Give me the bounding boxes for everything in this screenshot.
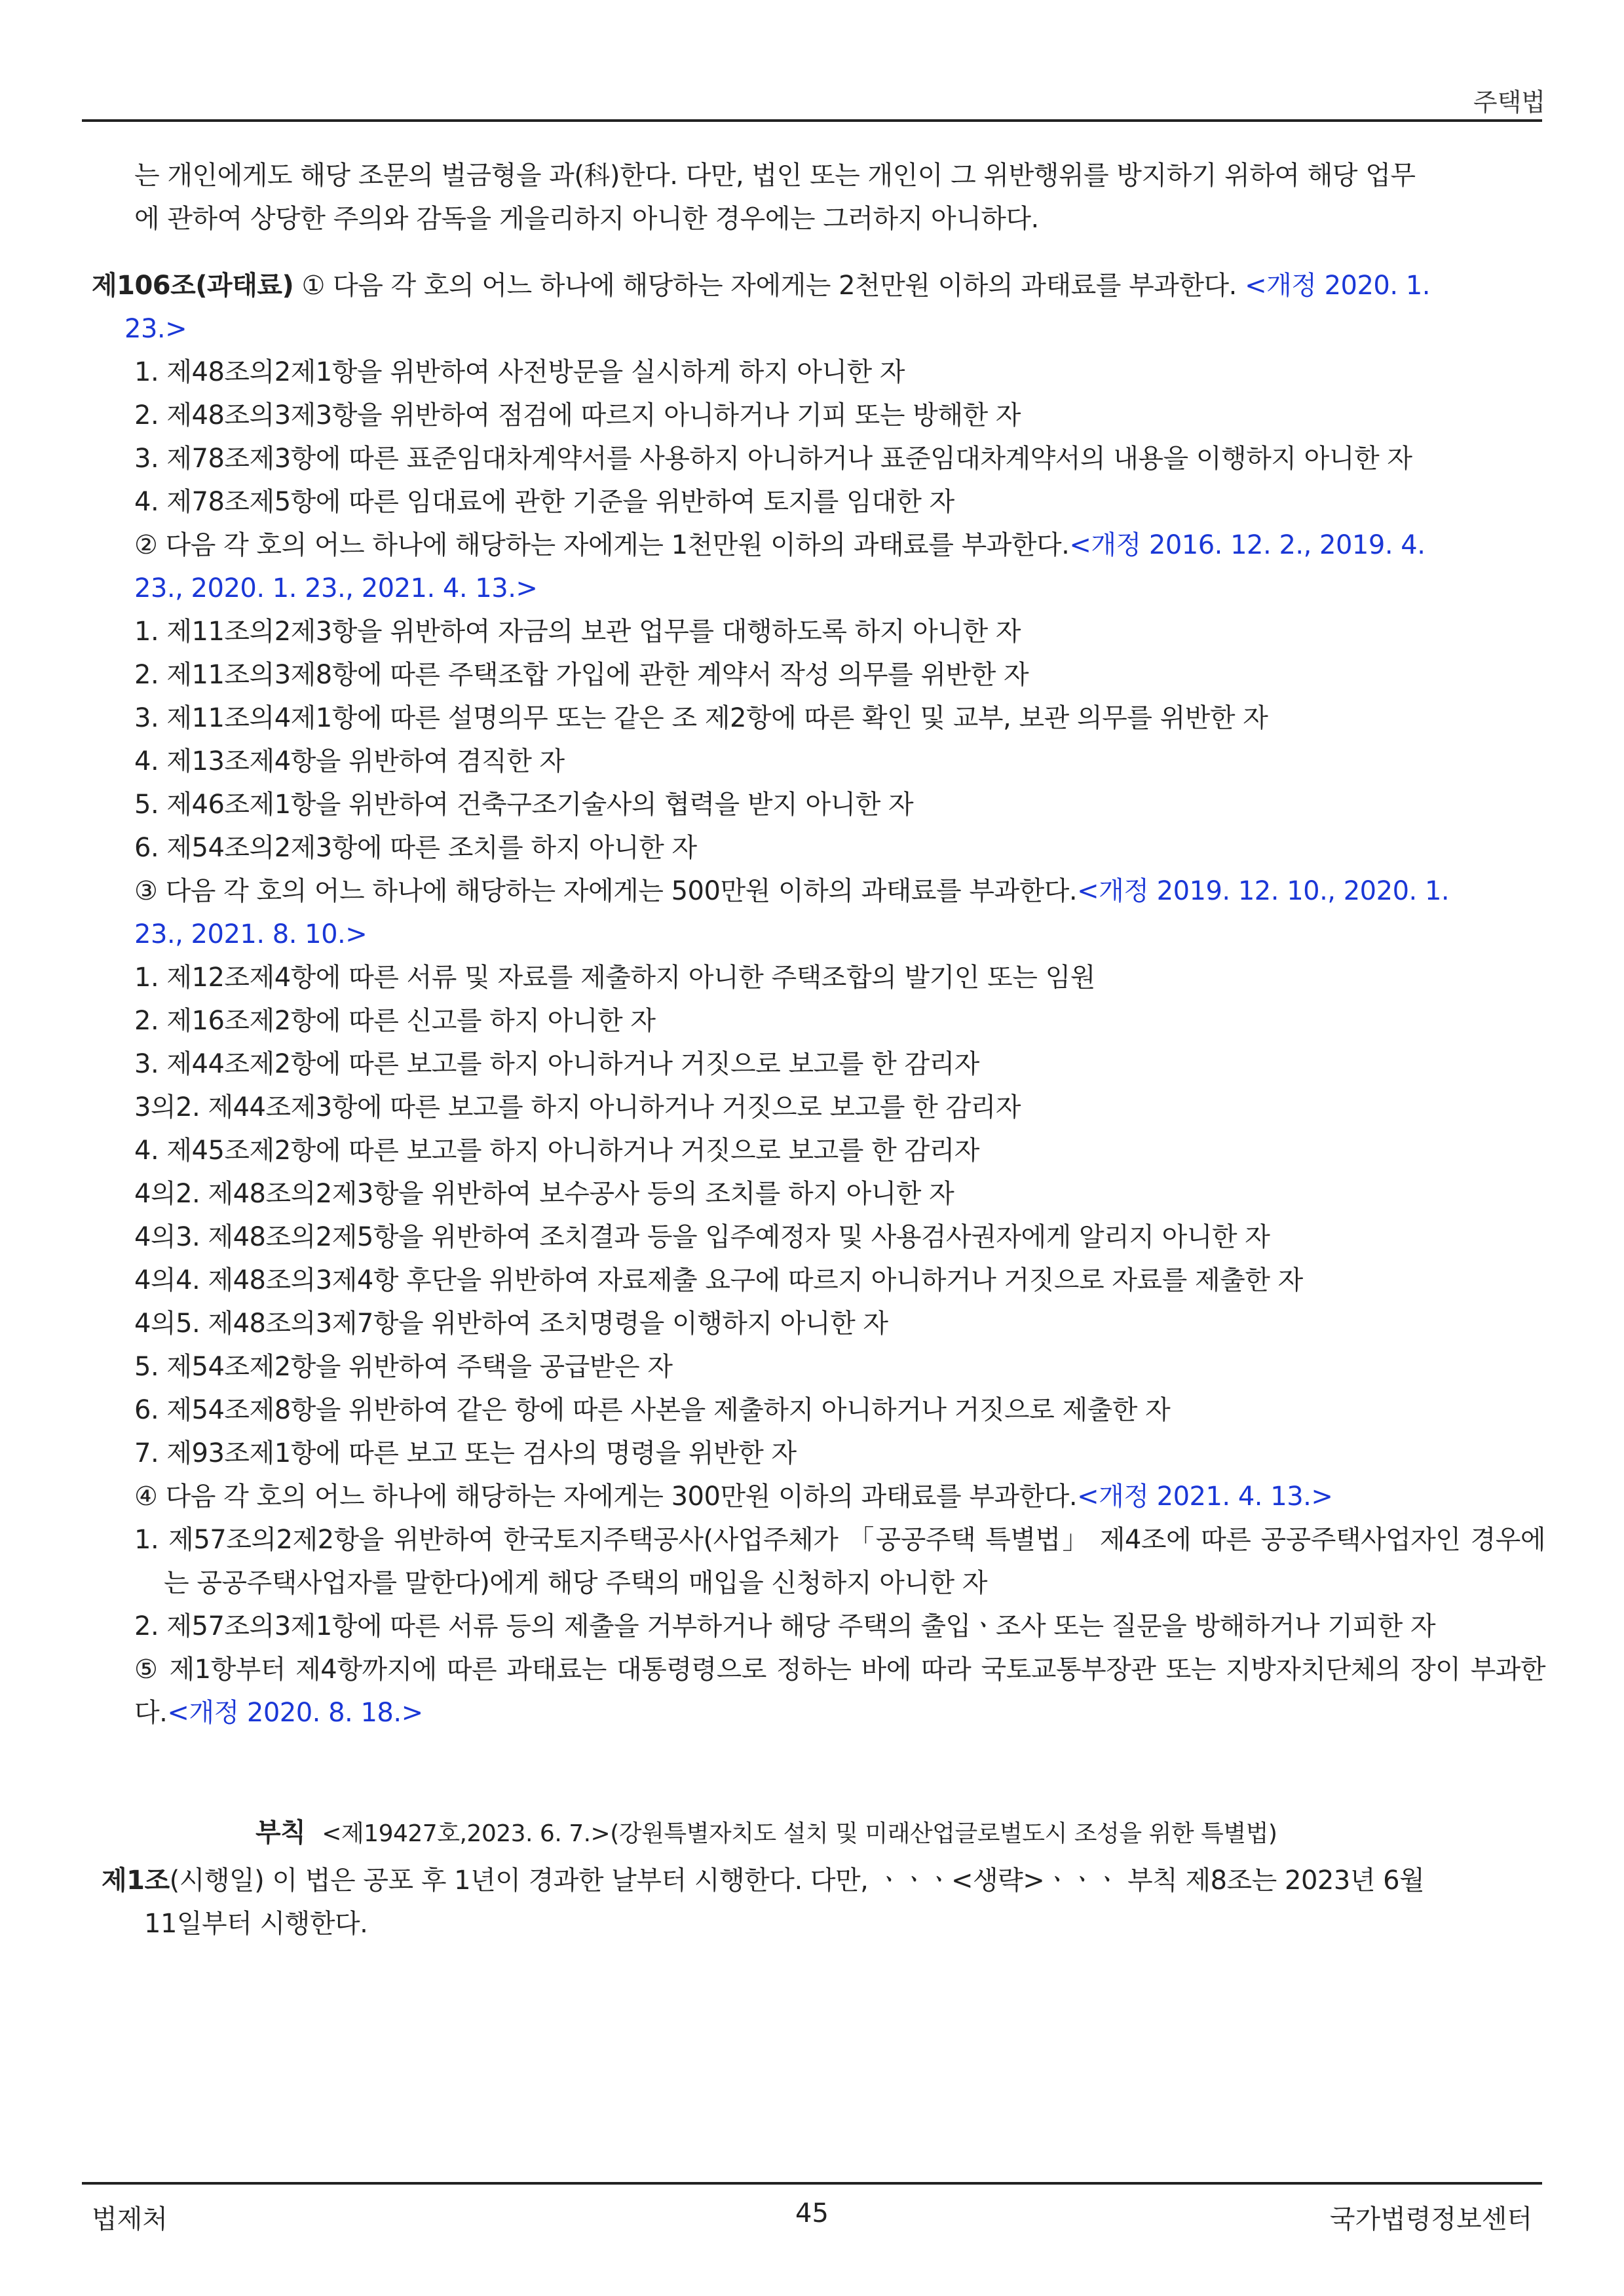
paragraph-1-items xyxy=(92,351,1545,1518)
list-item: 6. 제54조의2제3항에 따른 조치를 하지 아니한 자 xyxy=(134,833,697,863)
article-106-paragraph-2 xyxy=(134,524,1545,567)
intro-line: 는 개인에게도 해당 조문의 벌금형을 과(科)한다. 다만, 법인 또는 개인이 그 위반행위를 방지하기 위하여 해당 업무 xyxy=(134,161,1416,191)
paragraph-4-text: ④ 다음 각 호의 어느 하나에 해당하는 자에게는 300만원 이하의 과태료를 부과한다. xyxy=(134,1482,1078,1512)
supplementary-article-1-label: 제1조 xyxy=(102,1866,170,1896)
amendment-note-continued xyxy=(92,307,1545,351)
list-item: 5. 제46조제1항을 위반하여 건축구조기술사의 협력을 받지 아니한 자 xyxy=(134,790,914,820)
paragraph-2-text: ② 다음 각 호의 어느 하나에 해당하는 자에게는 1천만원 이하의 과태료를 부과한다. xyxy=(134,530,1070,560)
article-106-paragraph-1 xyxy=(92,264,1545,307)
intro-paragraph xyxy=(92,154,1545,240)
list-item: 3. 제11조의4제1항에 따른 설명의무 또는 같은 조 제2항에 따른 확인 및 교부, 보관 의무를 위반한 자 xyxy=(134,703,1268,733)
list-item: 4의5. 제48조의3제7항을 위반하여 조치명령을 이행하지 아니한 자 xyxy=(134,1309,888,1339)
list-item: 6. 제54조제8항을 위반하여 같은 항에 따른 사본을 제출하지 아니하거나 거짓으로 제출한 자 xyxy=(134,1395,1171,1425)
list-item: 1. 제57조의2제2항을 위반하여 한국토지주택공사(사업주체가 「공공주택 특별법」 제4조에 따른 공공주택사업자인 경우에는 공공주택사업자를 말한다)에게 해당 주택의 매입을 신청하지 아니한 자 xyxy=(134,1525,1545,1598)
list-item: 3. 제44조제2항에 따른 보고를 하지 아니하거나 거짓으로 보고를 한 감리자 xyxy=(134,1049,979,1079)
article-106-label: 제106조(과태료) xyxy=(92,271,294,301)
amendment-note[interactable]: <개정 2021. 4. 13.> xyxy=(1077,1482,1333,1512)
supplementary-article-1-line xyxy=(102,1859,1545,1902)
amendment-note[interactable]: <개정 2019. 12. 10., 2020. 1. xyxy=(1077,876,1450,906)
article-106-paragraph-5 xyxy=(92,1648,1545,1734)
list-item: 4의3. 제48조의2제5항을 위반하여 조치결과 등을 입주예정자 및 사용검사권자에게 알리지 아니한 자 xyxy=(134,1222,1270,1252)
paragraph-5-line xyxy=(134,1648,1545,1734)
list-item: 2. 제57조의3제1항에 따른 서류 등의 제출을 거부하거나 해당 주택의 출입ㆍ조사 또는 질문을 방해하거나 기피한 자 xyxy=(134,1611,1436,1641)
paragraph-5-text: ⑤ 제1항부터 제4항까지에 따른 과태료는 대통령령으로 정하는 바에 따라 국토교통부장관 또는 지방자치단체의 장이 부과한다. xyxy=(134,1655,1545,1728)
amendment-note[interactable]: 23., 2020. 1. 23., 2021. 4. 13.> xyxy=(134,573,538,603)
supplementary-article-1-text: (시행일) 이 법은 공포 후 1년이 경과한 날부터 시행한다. 다만, ㆍㆍㆍ<생략>ㆍㆍㆍ 부칙 제8조는 2023년 6월 xyxy=(169,1866,1425,1896)
supplementary-subtitle: <제19427호,2023. 6. 7.>(강원특별자치도 설치 및 미래산업글로벌도시 조성을 위한 특별법) xyxy=(322,1820,1277,1847)
article-106 xyxy=(92,264,1545,351)
document-body xyxy=(92,154,1545,1945)
list-item: 1. 제12조제4항에 따른 서류 및 자료를 제출하지 아니한 주택조합의 발기인 또는 임원 xyxy=(134,963,1095,993)
list-item: 5. 제54조제2항을 위반하여 주택을 공급받은 자 xyxy=(134,1352,673,1382)
paragraph-4-items xyxy=(92,1518,1545,1648)
header-title: 주택법 xyxy=(1473,88,1545,117)
article-106-paragraph-3 xyxy=(134,870,1545,913)
amendment-note-continued xyxy=(134,567,1545,610)
supplementary-provisions-heading xyxy=(92,1813,1545,1854)
footer-publisher: 법제처 xyxy=(92,2204,168,2234)
amendment-note[interactable]: 23.> xyxy=(124,314,187,344)
supplementary-title: 부칙 xyxy=(255,1818,306,1848)
list-item: 3의2. 제44조제3항에 따른 보고를 하지 아니하거나 거짓으로 보고를 한 감리자 xyxy=(134,1092,1021,1122)
amendment-note[interactable]: <개정 2020. 8. 18.> xyxy=(167,1698,423,1728)
list-item: 2. 제11조의3제8항에 따른 주택조합 가입에 관한 계약서 작성 의무를 위반한 자 xyxy=(134,660,1029,690)
paragraph-3-text: ③ 다음 각 호의 어느 하나에 해당하는 자에게는 500만원 이하의 과태료를 부과한다. xyxy=(134,876,1078,906)
list-item: 4. 제78조제5항에 따른 임대료에 관한 기준을 위반하여 토지를 임대한 자 xyxy=(134,487,954,517)
footer-source: 국가법령정보센터 xyxy=(1329,2204,1532,2234)
list-item: 2. 제48조의3제3항을 위반하여 점검에 따르지 아니하거나 기피 또는 방해한 자 xyxy=(134,400,1021,430)
list-item: 4의2. 제48조의2제3항을 위반하여 보수공사 등의 조치를 하지 아니한 자 xyxy=(134,1179,954,1209)
list-item: 1. 제11조의2제3항을 위반하여 자금의 보관 업무를 대행하도록 하지 아니한 자 xyxy=(134,617,1021,647)
article-106-paragraph-4 xyxy=(134,1475,1545,1518)
list-item: 4. 제45조제2항에 따른 보고를 하지 아니하거나 거짓으로 보고를 한 감리자 xyxy=(134,1136,979,1166)
paragraph-1-text: ① 다음 각 호의 어느 하나에 해당하는 자에게는 2천만원 이하의 과태료를 부과한다. xyxy=(301,271,1237,301)
intro-line: 에 관하여 상당한 주의와 감독을 게을리하지 아니한 경우에는 그러하지 아니하다. xyxy=(134,204,1039,234)
list-item: 1. 제48조의2제1항을 위반하여 사전방문을 실시하게 하지 아니한 자 xyxy=(134,357,905,387)
list-item: 7. 제93조제1항에 따른 보고 또는 검사의 명령을 위반한 자 xyxy=(134,1438,797,1468)
amendment-note[interactable]: 23., 2021. 8. 10.> xyxy=(134,919,368,949)
footer-rule xyxy=(82,2182,1542,2185)
amendment-note-continued xyxy=(134,913,1545,956)
list-item: 3. 제78조제3항에 따른 표준임대차계약서를 사용하지 아니하거나 표준임대차계약서의 내용을 이행하지 아니한 자 xyxy=(134,444,1412,474)
list-item: 4. 제13조제4항을 위반하여 겸직한 자 xyxy=(134,746,565,776)
amendment-note[interactable]: <개정 2016. 12. 2., 2019. 4. xyxy=(1069,530,1426,560)
header-rule xyxy=(82,119,1542,122)
footer-page-number: 45 xyxy=(795,2198,829,2229)
list-item: 4의4. 제48조의3제4항 후단을 위반하여 자료제출 요구에 따르지 아니하거나 거짓으로 자료를 제출한 자 xyxy=(134,1265,1303,1295)
amendment-note[interactable]: <개정 2020. 1. xyxy=(1245,271,1430,301)
list-item: 2. 제16조제2항에 따른 신고를 하지 아니한 자 xyxy=(134,1006,656,1036)
supplementary-article-1-continued: 11일부터 시행한다. xyxy=(144,1909,368,1939)
supplementary-article-1 xyxy=(92,1859,1545,1945)
